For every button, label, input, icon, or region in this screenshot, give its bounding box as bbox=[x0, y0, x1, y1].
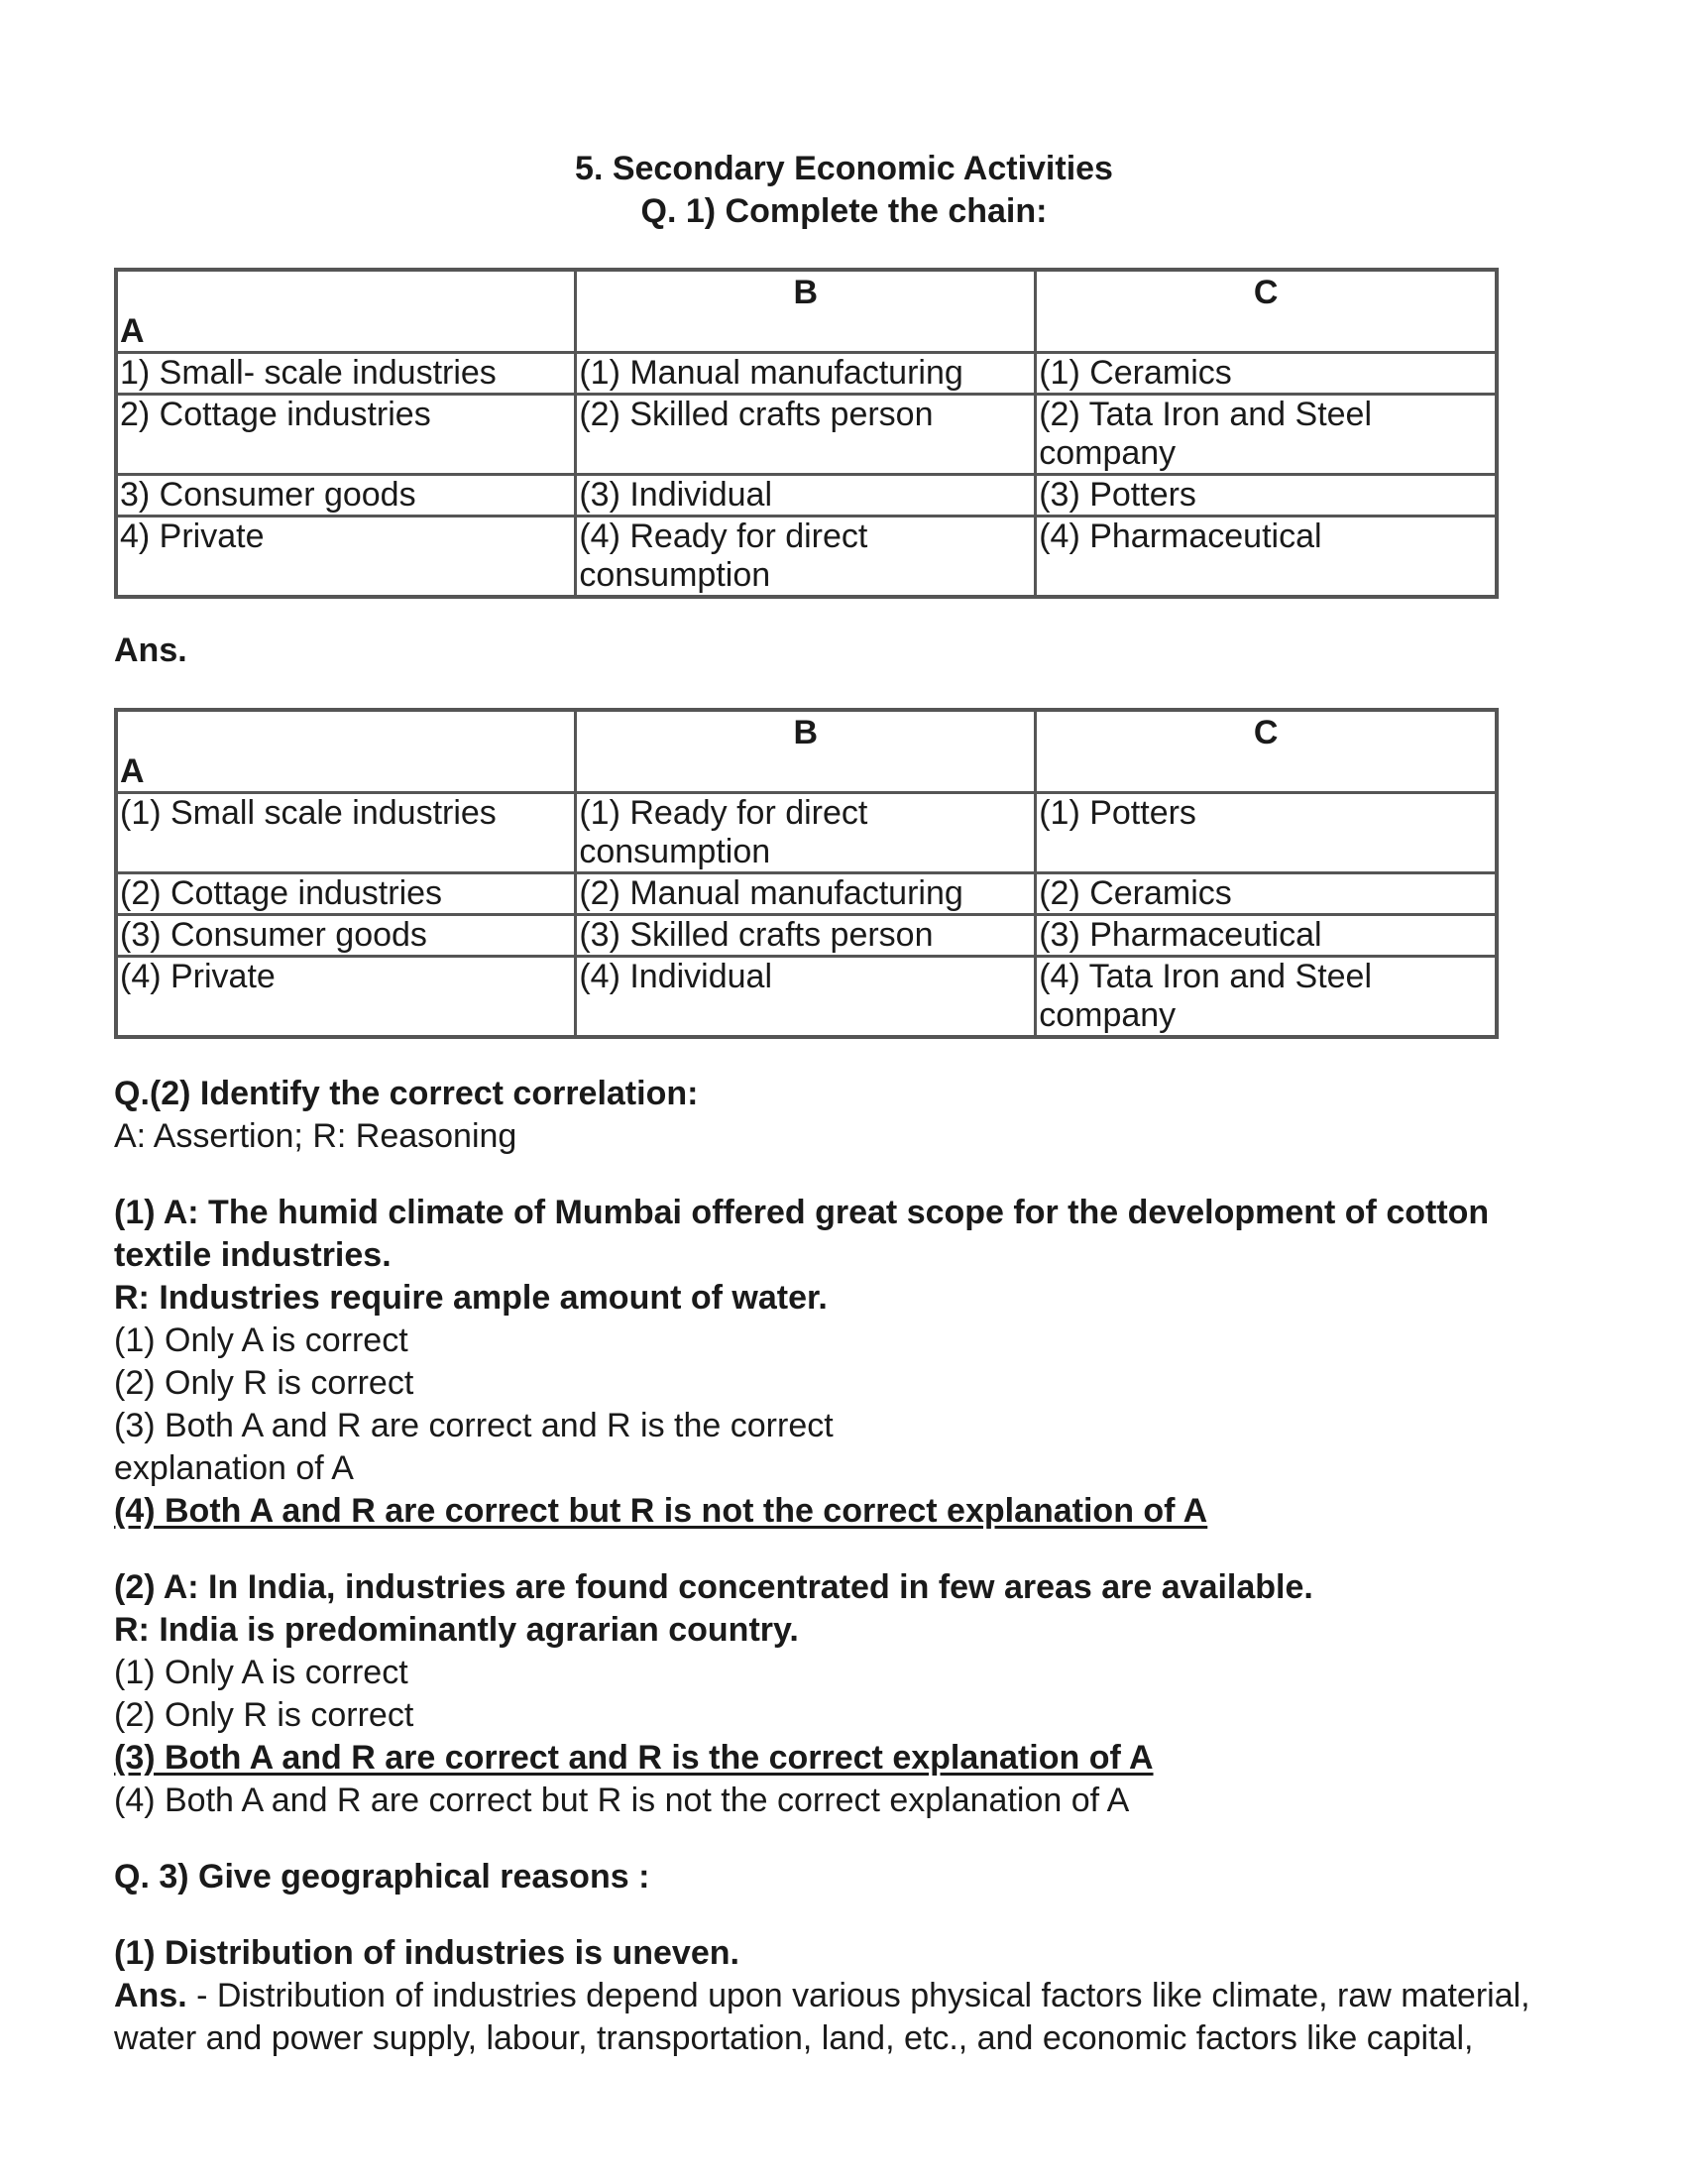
q2-subheading: A: Assertion; R: Reasoning bbox=[114, 1117, 517, 1155]
q1-ans-label: Ans. bbox=[114, 632, 187, 669]
cell-c: (1) Potters bbox=[1036, 793, 1497, 873]
cell-b: (2) Skilled crafts person bbox=[576, 395, 1036, 475]
cell-a: (4) Private bbox=[116, 957, 576, 1038]
q2-item2-option-2: (2) Only R is correct bbox=[114, 1696, 414, 1734]
q3-item1: (1) Distribution of industries is uneven. bbox=[114, 1934, 739, 1972]
table-row bbox=[116, 353, 1497, 395]
q1-chain-table bbox=[114, 268, 1499, 599]
q2-heading: Q.(2) Identify the correct correlation: bbox=[114, 1075, 699, 1112]
table-row bbox=[116, 793, 1497, 873]
cell-b: (3) Individual bbox=[576, 475, 1036, 517]
cell-a: (1) Small scale industries bbox=[116, 793, 576, 873]
q2-item1-assertion-cont: textile industries. bbox=[114, 1236, 392, 1274]
q2-item2-option-1: (1) Only A is correct bbox=[114, 1654, 408, 1691]
q1-answer-table bbox=[114, 708, 1499, 1039]
header-b: B bbox=[576, 270, 1036, 353]
q2-item1-correct-option: (4) Both A and R are correct but R is not the correct explanation of A bbox=[114, 1492, 1208, 1530]
cell-a: 3) Consumer goods bbox=[116, 475, 576, 517]
cell-a: (3) Consumer goods bbox=[116, 915, 576, 957]
q2-section bbox=[114, 1073, 1571, 2060]
cell-c: (2) Tata Iron and Steel company bbox=[1036, 395, 1497, 475]
q2-item2-option-4: (4) Both A and R are correct but R is not the correct explanation of A bbox=[114, 1782, 1130, 1819]
q1-heading: Q. 1) Complete the chain: bbox=[640, 192, 1048, 230]
cell-c: (3) Pharmaceutical bbox=[1036, 915, 1497, 957]
q2-item2-assertion: (2) A: In India, industries are found concentrated in few areas are available. bbox=[114, 1568, 1313, 1606]
q2-item1-reason: R: Industries require ample amount of water. bbox=[114, 1279, 828, 1317]
q3-ans-label: Ans. bbox=[114, 1977, 187, 2014]
table-header-row bbox=[116, 270, 1497, 353]
table-row bbox=[116, 873, 1497, 915]
cell-a: 4) Private bbox=[116, 517, 576, 598]
table-row bbox=[116, 517, 1497, 598]
table-header-row bbox=[116, 710, 1497, 793]
q3-answer-line-1 bbox=[114, 1975, 1571, 2017]
cell-b: (3) Skilled crafts person bbox=[576, 915, 1036, 957]
q2-item2-reason: R: India is predominantly agrarian country. bbox=[114, 1611, 799, 1649]
cell-c: (3) Potters bbox=[1036, 475, 1497, 517]
cell-c: (2) Ceramics bbox=[1036, 873, 1497, 915]
q3-answer-line-2: water and power supply, labour, transportation, land, etc., and economic factors like capital, bbox=[114, 2019, 1474, 2057]
table-row bbox=[116, 957, 1497, 1038]
cell-a: (2) Cottage industries bbox=[116, 873, 576, 915]
cell-b: (4) Ready for direct consumption bbox=[576, 517, 1036, 598]
q2-item1-option-3: (3) Both A and R are correct and R is the correct bbox=[114, 1407, 834, 1444]
header-a: A bbox=[116, 710, 576, 793]
q2-item2-correct-option: (3) Both A and R are correct and R is the correct explanation of A bbox=[114, 1739, 1154, 1777]
q3-answer-text: - Distribution of industries depend upon various physical factors like climate, raw material, bbox=[186, 1977, 1530, 2014]
header-c: C bbox=[1036, 710, 1497, 793]
chapter-title: 5. Secondary Economic Activities bbox=[575, 150, 1113, 187]
cell-a: 1) Small- scale industries bbox=[116, 353, 576, 395]
cell-b: (4) Individual bbox=[576, 957, 1036, 1038]
cell-b: (1) Manual manufacturing bbox=[576, 353, 1036, 395]
table-row bbox=[116, 915, 1497, 957]
cell-b: (1) Ready for direct consumption bbox=[576, 793, 1036, 873]
cell-c: (4) Tata Iron and Steel company bbox=[1036, 957, 1497, 1038]
table-row bbox=[116, 395, 1497, 475]
q3-heading: Q. 3) Give geographical reasons : bbox=[114, 1858, 650, 1896]
q2-item1-option-2: (2) Only R is correct bbox=[114, 1364, 414, 1402]
table-row bbox=[116, 475, 1497, 517]
header-a: A bbox=[116, 270, 576, 353]
cell-c: (1) Ceramics bbox=[1036, 353, 1497, 395]
q2-item1-option-3-cont: explanation of A bbox=[114, 1449, 354, 1487]
cell-c: (4) Pharmaceutical bbox=[1036, 517, 1497, 598]
cell-a: 2) Cottage industries bbox=[116, 395, 576, 475]
header-b: B bbox=[576, 710, 1036, 793]
q2-item1-option-1: (1) Only A is correct bbox=[114, 1322, 408, 1359]
cell-b: (2) Manual manufacturing bbox=[576, 873, 1036, 915]
header-c: C bbox=[1036, 270, 1497, 353]
q2-item1-assertion: (1) A: The humid climate of Mumbai offered great scope for the development of cotton bbox=[114, 1194, 1490, 1231]
